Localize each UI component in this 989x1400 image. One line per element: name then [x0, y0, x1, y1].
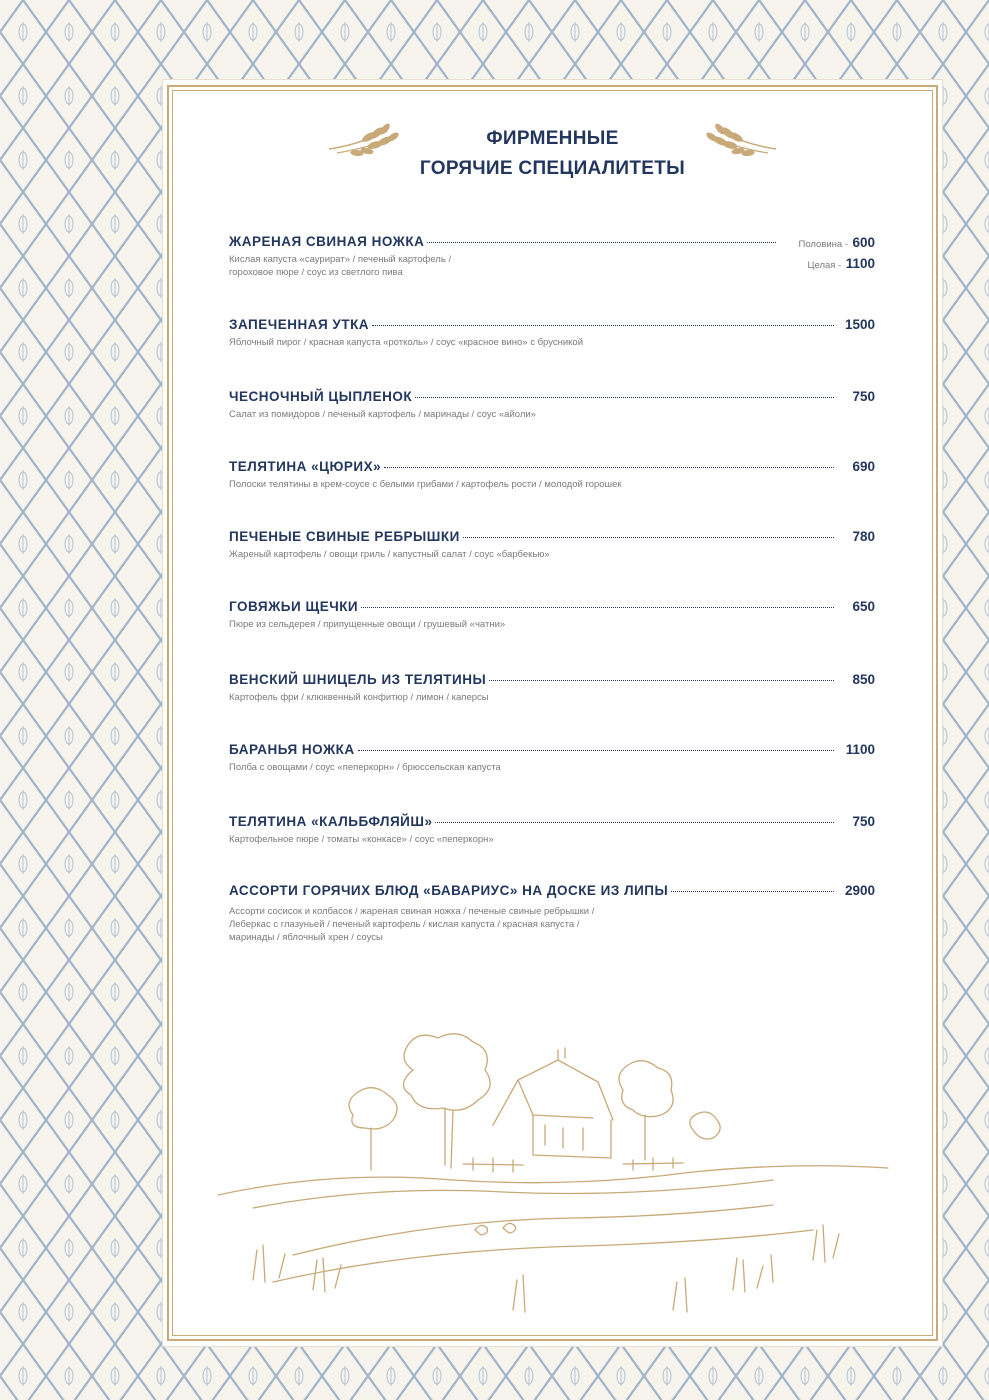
dot-leader — [671, 891, 834, 892]
dot-leader — [435, 822, 834, 823]
menu-item-name: ТЕЛЯТИНА «ЦЮРИХ» — [229, 459, 382, 474]
menu-item-description: Полба с овощами / соус «пеперкорн» / брюссельская капуста — [229, 762, 501, 773]
price-options — [798, 234, 875, 276]
menu-item — [229, 599, 875, 631]
menu-item-description: гороховое пюре / соус из светлого пива — [229, 267, 403, 278]
dot-leader — [489, 680, 834, 681]
menu-item-description: Полоски телятины в крем-соусе с белыми грибами / картофель рости / молодой горошек — [229, 479, 622, 490]
price-full-label: Целая - — [807, 260, 842, 271]
menu-item — [229, 742, 875, 774]
menu-item-price: 2900 — [844, 883, 875, 898]
menu-item-price: 650 — [852, 599, 875, 614]
price-half-label: Половина - — [798, 239, 849, 250]
menu-item — [229, 317, 875, 349]
menu-item-description: Яблочный пирог / красная капуста «ротколь» / соус «красное вино» с брусникой — [229, 337, 584, 348]
menu-item-description: Картофельное пюре / томаты «конкасе» / соус «пеперкорн» — [229, 834, 494, 845]
menu-item — [229, 234, 875, 279]
menu-item-price: 850 — [852, 672, 875, 687]
menu-item — [229, 883, 875, 944]
dot-leader — [372, 325, 834, 326]
menu-item-description: Салат из помидоров / печеный картофель / маринады / соус «айоли» — [229, 409, 536, 420]
dot-leader — [358, 750, 834, 751]
menu-item-description: маринады / яблочный хрен / соусы — [229, 932, 383, 943]
menu-item-name: ВЕНСКИЙ ШНИЦЕЛЬ ИЗ ТЕЛЯТИНЫ — [229, 672, 487, 687]
menu-item-description: Кислая капуста «саурират» / печеный картофель / — [229, 254, 452, 265]
menu-item-name: ЖАРЕНАЯ СВИНАЯ НОЖКА — [229, 234, 425, 249]
menu-title-line-2: ГОРЯЧИЕ СПЕЦИАЛИТЕТЫ — [419, 158, 686, 179]
menu-item-price: 690 — [852, 459, 875, 474]
menu-item-price: 750 — [852, 814, 875, 829]
menu-item-description: Пюре из сельдерея / припущенные овощи / грушевый «чатни» — [229, 619, 506, 630]
menu-item — [229, 814, 875, 846]
menu-item — [229, 389, 875, 421]
dot-leader — [361, 607, 834, 608]
menu-item-description: Ассорти сосисок и колбасок / жареная свиная ножка / печеные свиные ребрышки / — [229, 906, 595, 917]
menu-item-name: БАРАНЬЯ НОЖКА — [229, 742, 355, 757]
menu-item-name: АССОРТИ ГОРЯЧИХ БЛЮД «БАВАРИУС» НА ДОСКЕ ИЗ ЛИПЫ — [229, 883, 669, 898]
menu-item — [229, 459, 875, 491]
menu-item-name: ПЕЧЕНЫЕ СВИНЫЕ РЕБРЫШКИ — [229, 529, 460, 544]
landscape-illustration — [213, 1020, 893, 1320]
menu-item-description: Леберкас с глазуньей / печеный картофель / кислая капуста / красная капуста / — [229, 919, 580, 930]
menu-item-price: 750 — [852, 389, 875, 404]
menu-item-name: ЗАПЕЧЕННАЯ УТКА — [229, 317, 370, 332]
dot-leader — [463, 537, 834, 538]
price-full: 1100 — [845, 256, 875, 271]
menu-item-name: ЧЕСНОЧНЫЙ ЦЫПЛЕНОК — [229, 389, 413, 404]
menu-item-description: Жареный картофель / овощи гриль / капустный салат / соус «барбекью» — [229, 549, 550, 560]
menu-page — [163, 80, 942, 1346]
menu-item-price: 1500 — [844, 317, 875, 332]
menu-title-line-1: ФИРМЕННЫЕ — [486, 128, 619, 149]
price-half: 600 — [852, 235, 875, 250]
menu-item — [229, 529, 875, 561]
menu-item-price: 1100 — [845, 742, 875, 757]
menu-item-description: Картофель фри / клюквенный конфитюр / лимон / каперсы — [229, 692, 489, 703]
dot-leader — [415, 397, 834, 398]
menu-title — [163, 124, 942, 184]
menu-item-price: 780 — [852, 529, 875, 544]
dot-leader — [384, 467, 834, 468]
menu-item-name: ГОВЯЖЬИ ЩЕЧКИ — [229, 599, 359, 614]
menu-item — [229, 672, 875, 704]
menu-item-name: ТЕЛЯТИНА «КАЛЬБФЛЯЙШ» — [229, 814, 433, 829]
dot-leader — [427, 242, 776, 243]
